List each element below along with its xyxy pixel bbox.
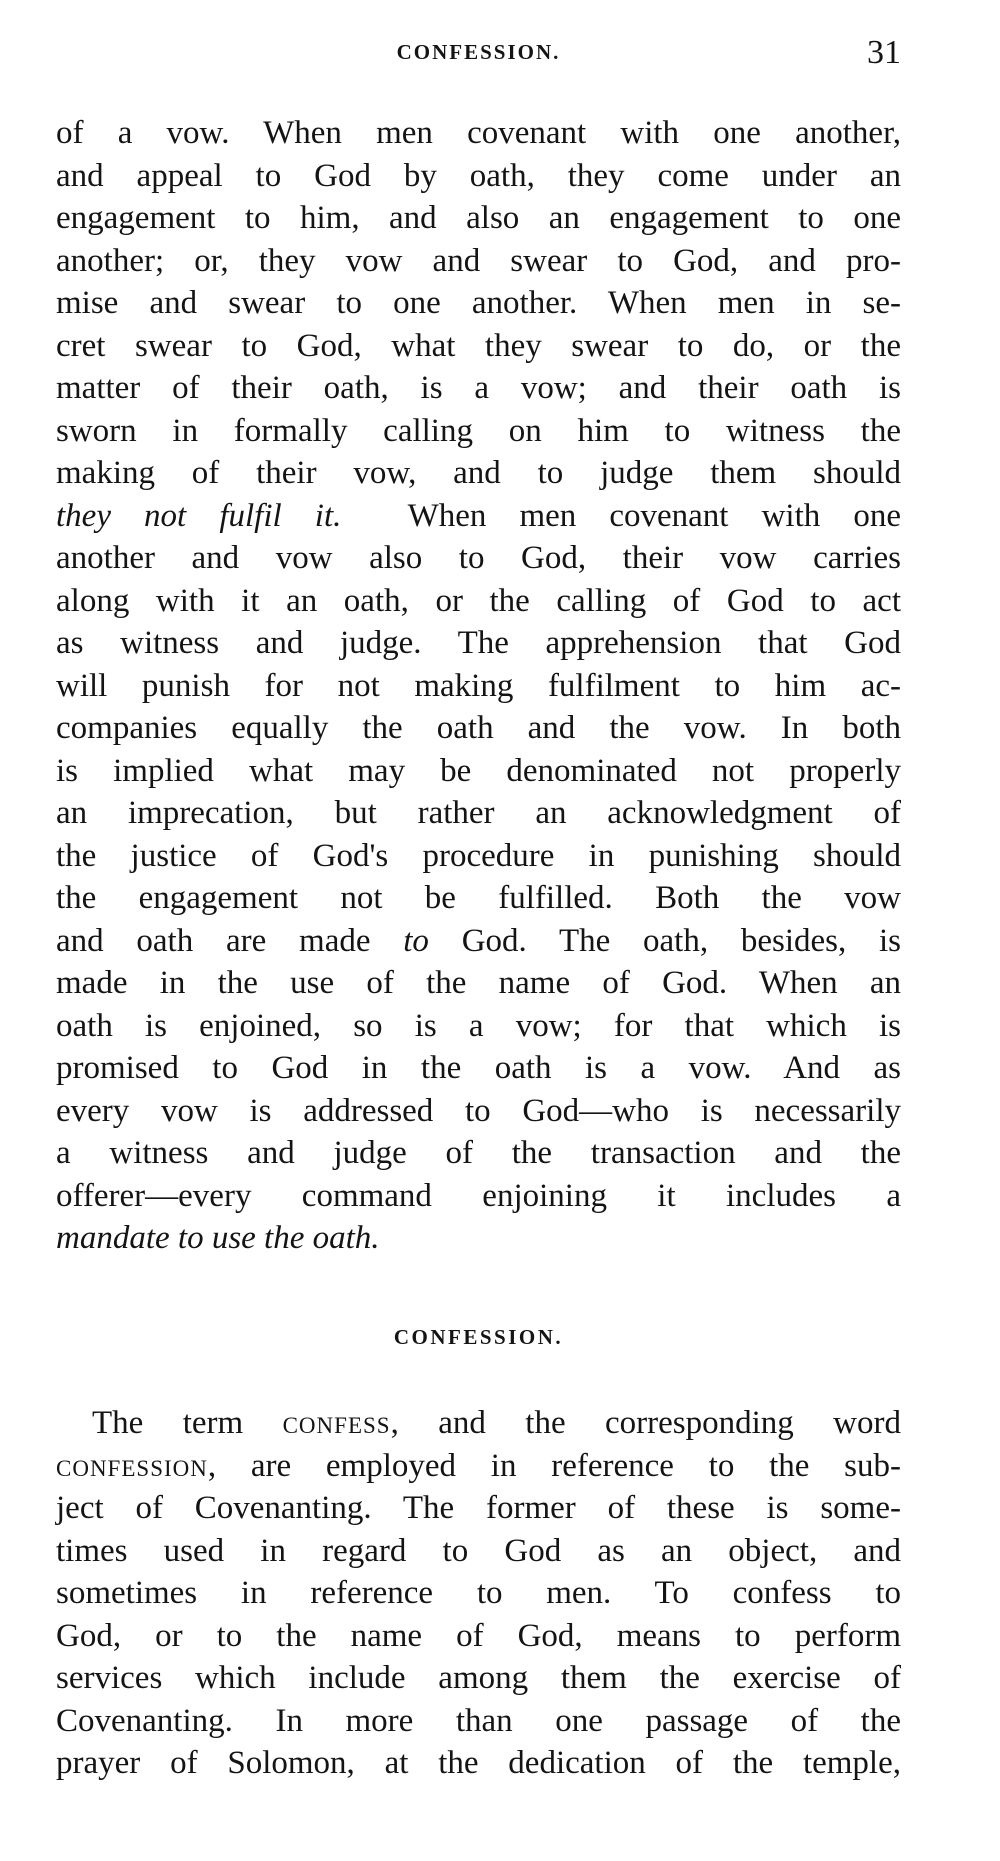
text-fragment: , and the corresponding word	[390, 1405, 901, 1441]
text-line: prayer of Solomon, at the dedication of the temple,	[56, 1745, 901, 1781]
text-fragment: The term	[92, 1405, 244, 1441]
text-line: promised to God in the oath is a vow. And as	[56, 1050, 901, 1086]
page-number: 31	[867, 34, 901, 71]
text-line: another; or, they vow and swear to God, and pro-	[56, 242, 901, 279]
text-line: along with it an oath, or the calling of God to act	[56, 582, 901, 619]
text-line: an imprecation, but rather an acknowledgment of	[56, 795, 901, 831]
text-line: companies equally the oath and the vow. In both	[56, 710, 901, 746]
text-line: ject of Covenanting. The former of these is some-	[56, 1490, 901, 1526]
text-line: of a vow. When men covenant with one another,	[56, 115, 901, 151]
text-line: engagement to him, and also an engagement to one	[56, 200, 901, 236]
text-line	[56, 1402, 901, 1445]
text-line: the justice of God's procedure in punishing should	[56, 837, 901, 874]
running-head	[56, 34, 901, 78]
running-title: CONFESSION.	[396, 40, 561, 64]
text-line: matter of their oath, is a vow; and their oath is	[56, 370, 901, 406]
text-line: oath is enjoined, so is a vow; for that which is	[56, 1007, 901, 1044]
text-line: making of their vow, and to judge them should	[56, 455, 901, 491]
italic-phrase: mandate to use the oath.	[56, 1220, 380, 1256]
text-line: sworn in formally calling on him to witness the	[56, 412, 901, 449]
text-line: mise and swear to one another. When men in se-	[56, 285, 901, 321]
text-line: offerer—every command enjoining it includes a	[56, 1177, 901, 1214]
text-line: sometimes in reference to men. To confess to	[56, 1575, 901, 1611]
text-line: Covenanting. In more than one passage of the	[56, 1702, 901, 1739]
text-fragment: When men covenant with one	[407, 497, 901, 534]
italic-phrase: they not fulfil it.	[56, 497, 342, 534]
text-line: God, or to the name of God, means to perform	[56, 1617, 901, 1654]
text-line: another and vow also to God, their vow carries	[56, 540, 901, 576]
small-caps-term: confession	[56, 1447, 208, 1484]
text-line: every vow is addressed to God—who is necessarily	[56, 1092, 901, 1129]
text-line	[56, 1217, 901, 1260]
text-line: is implied what may be denominated not properly	[56, 752, 901, 789]
text-line: and appeal to God by oath, they come under an	[56, 157, 901, 194]
text-line: as witness and judge. The apprehension that God	[56, 625, 901, 661]
text-line	[56, 1445, 901, 1488]
text-fragment: God. The oath, besides, is	[461, 922, 902, 959]
text-line	[56, 495, 901, 538]
text-fragment: and oath are made	[56, 922, 371, 959]
section-heading: CONFESSION.	[393, 1325, 564, 1349]
paragraph-vow-and-oath	[56, 112, 901, 1260]
text-line	[56, 920, 901, 963]
paragraph-confession	[56, 1402, 901, 1785]
text-fragment: , are employed in reference to the sub-	[207, 1447, 901, 1484]
italic-word: to	[403, 922, 429, 959]
text-line: made in the use of the name of God. When an	[56, 965, 901, 1001]
text-line: times used in regard to God as an object, and	[56, 1532, 901, 1569]
small-caps-term: confess	[282, 1405, 391, 1441]
text-line: cret swear to God, what they swear to do, or the	[56, 327, 901, 364]
text-line: the engagement not be fulfilled. Both the vow	[56, 880, 901, 916]
text-line: services which include among them the exercise of	[56, 1660, 901, 1696]
text-line: a witness and judge of the transaction and the	[56, 1135, 901, 1171]
text-line: will punish for not making fulfilment to him ac-	[56, 667, 901, 704]
